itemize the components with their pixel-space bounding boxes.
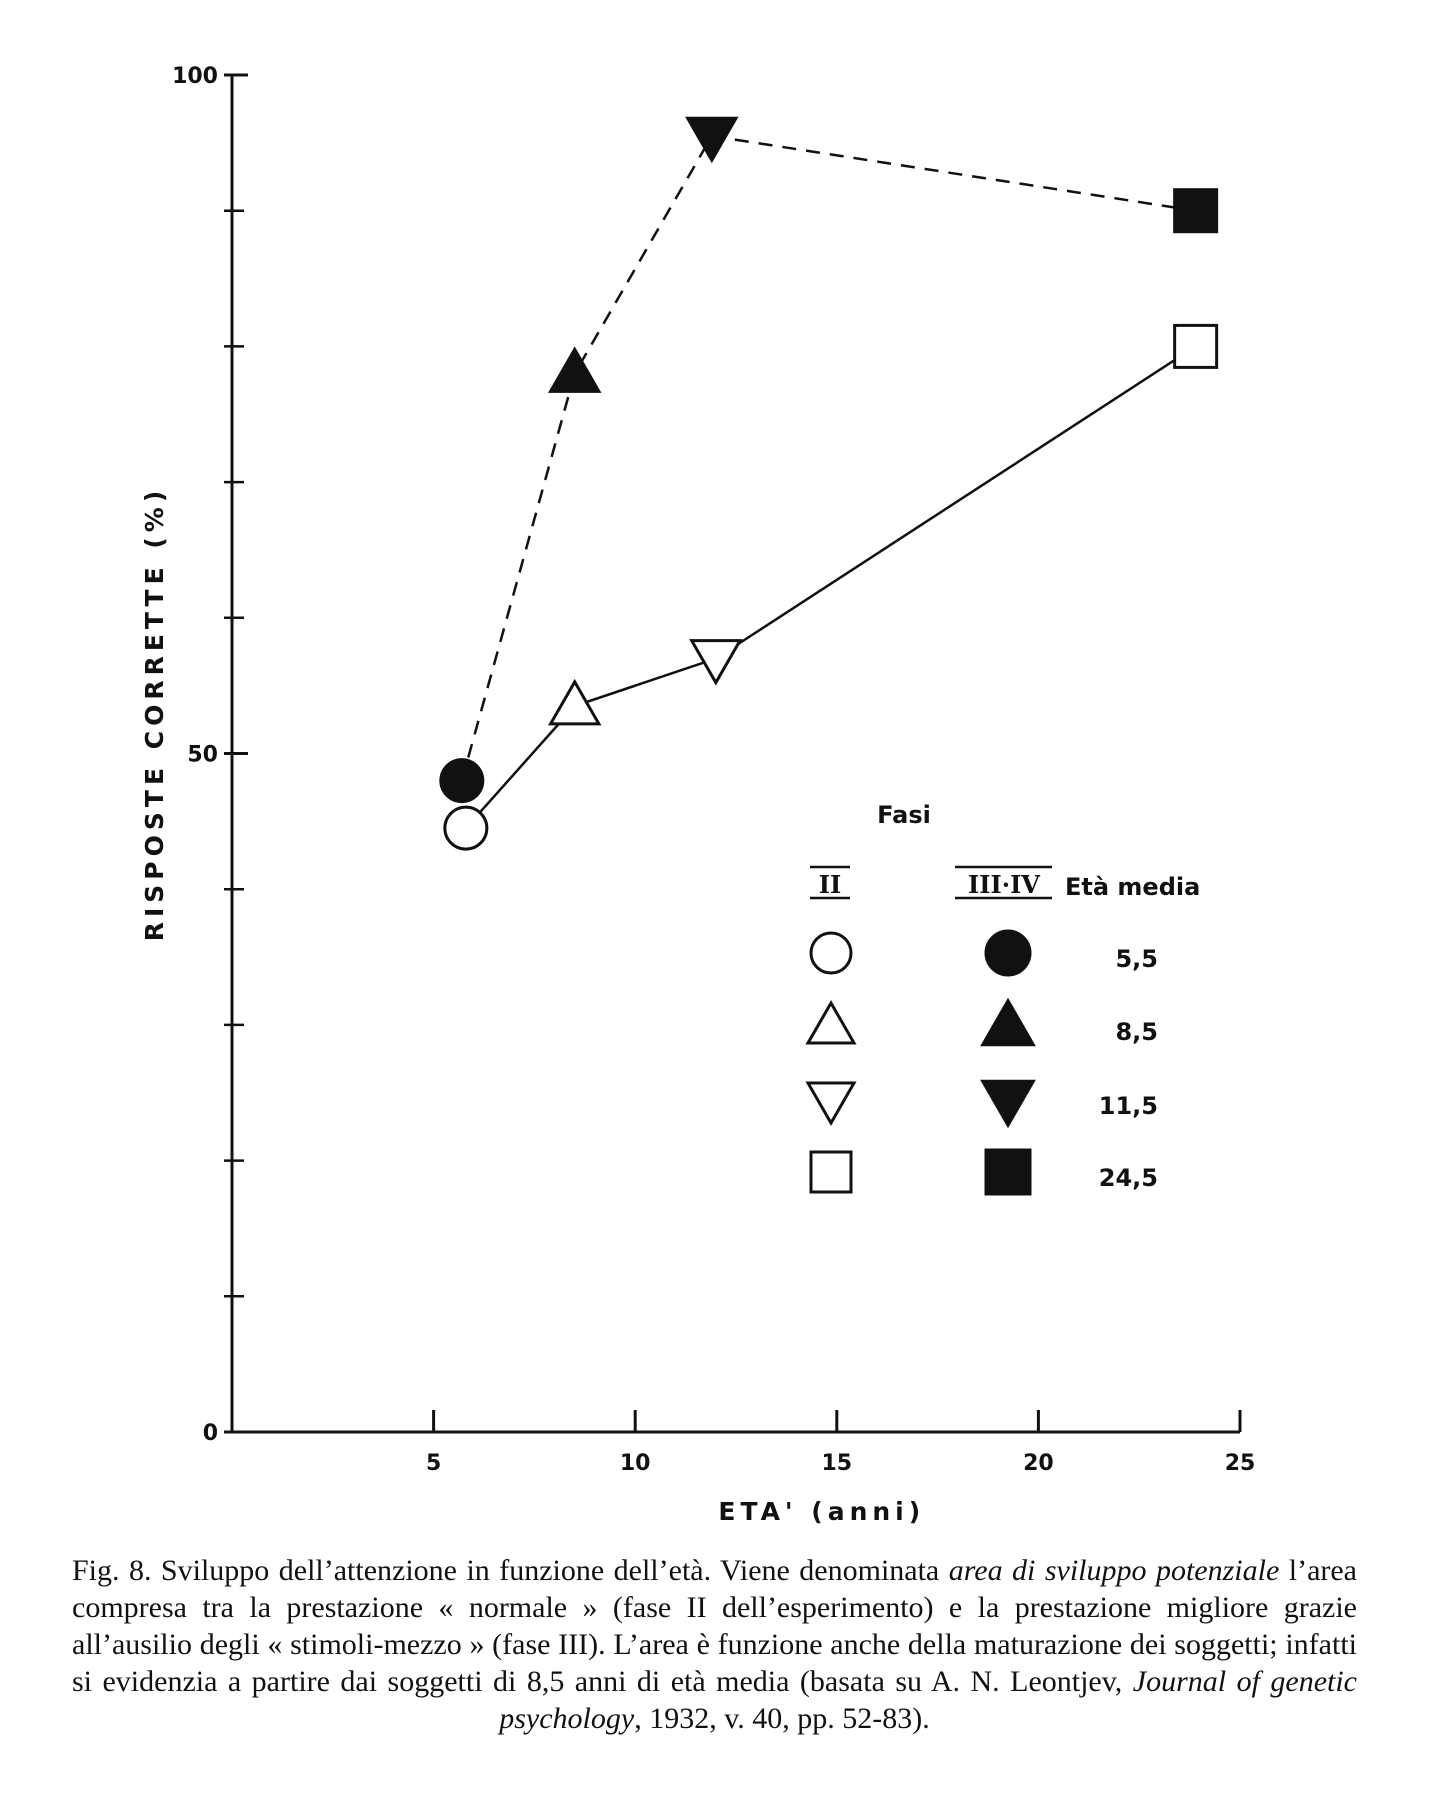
legend-column-fase-ii: II xyxy=(818,870,842,899)
legend-marker-triangle-down-filled xyxy=(983,1081,1034,1125)
data-point-square-open xyxy=(1175,325,1217,367)
legend-marker-triangle-up-filled xyxy=(983,1001,1034,1045)
legend-label: 8,5 xyxy=(1115,1018,1158,1046)
legend-marker-triangle-up-open xyxy=(808,1003,854,1043)
series-markers xyxy=(441,118,1217,849)
legend-marker-square-filled xyxy=(986,1150,1030,1194)
legend-marker-triangle-down-open xyxy=(808,1083,854,1123)
caption-text-2: l’area compresa tra la prestazione « normale » (fase II dell’esperimento) e la prestazione migliore grazie all’ausilio degli « stimoli-mezzo » (fase III). L’area è funzione anche della maturazione dei soggetti; infatti si evidenzia a partire dai soggetti di 8,5 anni di età media (basata su A. N. Leontjev, xyxy=(72,1554,1358,1698)
legend-label: 11,5 xyxy=(1098,1092,1158,1120)
caption-italic-1: area di sviluppo potenziale xyxy=(948,1554,1280,1587)
data-point-triangle-up-open xyxy=(551,682,599,724)
data-point-circle-filled xyxy=(441,760,483,802)
series-line-1 xyxy=(466,346,1196,828)
caption-italic-2: Journal of genetic psychology xyxy=(499,1665,1358,1735)
legend-marker-circle-open xyxy=(811,933,851,973)
y-tick-label: 0 xyxy=(202,1421,218,1446)
figure-caption xyxy=(72,1552,1357,1737)
legend xyxy=(808,801,1200,1194)
caption-text-1: Fig. 8. Sviluppo dell’attenzione in funzione dell’età. Viene denominata xyxy=(72,1554,949,1587)
x-axis-label: ETA' (anni) xyxy=(718,1497,926,1526)
ticks xyxy=(172,64,1255,1476)
legend-marker-square-open xyxy=(811,1152,851,1192)
x-tick-label: 25 xyxy=(1224,1451,1256,1476)
legend-marker-circle-filled xyxy=(986,931,1030,975)
x-tick-label: 15 xyxy=(821,1451,853,1476)
data-point-square-filled xyxy=(1175,190,1217,232)
legend-title: Fasi xyxy=(877,801,931,829)
data-point-triangle-up-filled xyxy=(551,349,599,391)
legend-label: 5,5 xyxy=(1115,945,1158,973)
caption-text-3: , 1932, v. 40, pp. 52-83). xyxy=(634,1702,930,1735)
x-tick-label: 10 xyxy=(619,1451,651,1476)
legend-column-fase-iii-iv: III·IV xyxy=(968,870,1040,899)
x-tick-label: 5 xyxy=(425,1451,442,1476)
legend-column-eta-media: Età media xyxy=(1065,873,1201,901)
data-point-triangle-down-filled xyxy=(688,118,736,160)
legend-label: 24,5 xyxy=(1098,1164,1158,1192)
legend-rows xyxy=(808,867,1158,1194)
x-tick-label: 20 xyxy=(1023,1451,1054,1476)
y-tick-label: 50 xyxy=(187,742,218,768)
y-tick-label: 100 xyxy=(172,64,218,89)
y-axis-label: RISPOSTE CORRETTE (%) xyxy=(140,485,169,942)
data-point-triangle-down-open xyxy=(692,641,740,683)
axes xyxy=(232,75,1240,1432)
data-point-circle-open xyxy=(445,807,487,849)
